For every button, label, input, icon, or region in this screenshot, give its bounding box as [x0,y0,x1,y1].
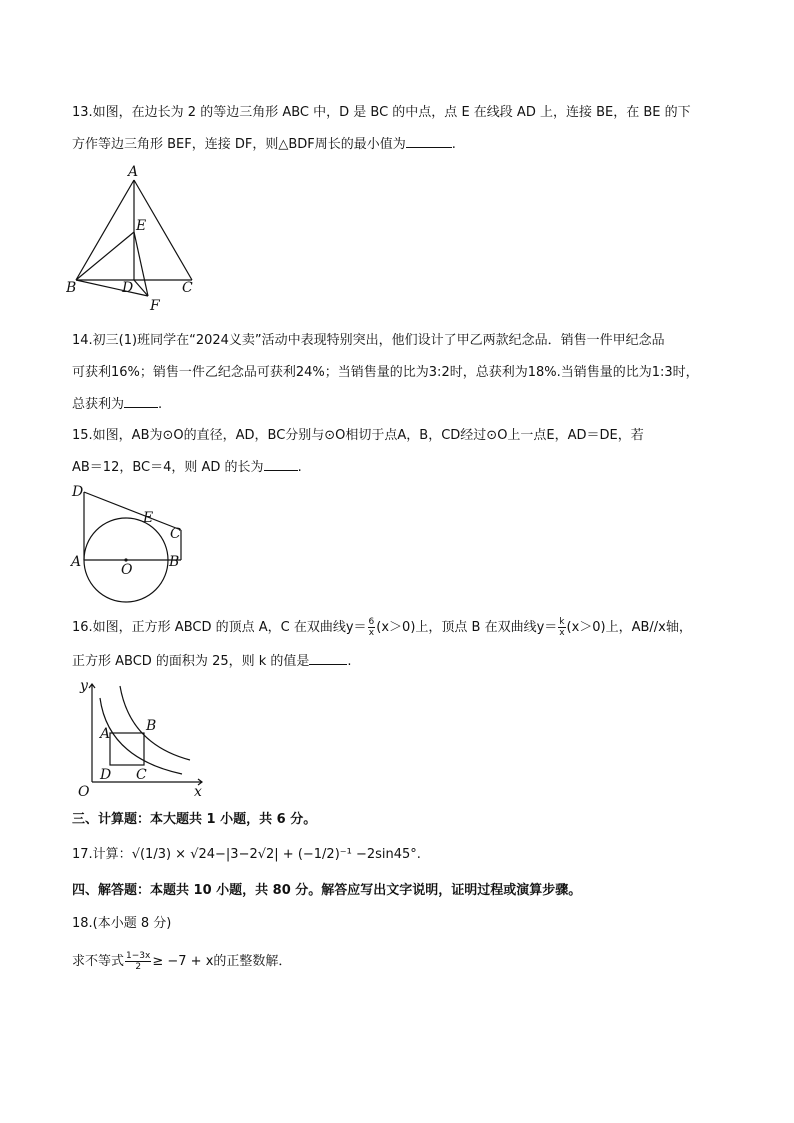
q16-figure [72,678,212,803]
q17-expression: √(1/3) × √24−|3−2√2| + (−1/2)⁻¹ −2sin45°. [131,847,421,862]
q13-line2: 方作等边三角形 BEF，连接 DF，则△BDF周长的最小值为 . [72,137,456,152]
label-y: y [80,678,88,694]
q13-line2-text: 方作等边三角形 BEF，连接 DF，则△BDF周长的最小值为 [72,137,406,152]
q18-prefix: 求不等式 [72,954,125,969]
label-E: E [136,218,147,234]
label-O: O [78,784,90,800]
q15-line2-text: AB＝12，BC＝4，则 AD 的长为 [72,460,264,475]
label-B: B [66,280,77,296]
q16-line2-text: 正方形 ABCD 的面积为 25，则 k 的值是 [72,654,310,669]
label-C: C [182,280,193,296]
label-A: A [128,164,139,180]
q18-title: 18.(本小题 8 分) [72,916,172,931]
q15-line1: 15.如图，AB为⊙O的直径，AD，BC分别与⊙O相切于点A，B，CD经过⊙O上一点E，AD＝DE，若 [72,428,644,443]
q18-frac-den: 2 [135,962,142,972]
q14-line3-text: 总获利为 [72,397,125,412]
fraction-6-over-x [368,617,376,638]
q14-line3: 总获利为 . [72,397,163,412]
section-3-heading: 三、计算题：本大题共 1 小题，共 6 分。 [72,812,317,827]
q14-line2: 可获利16%；销售一件乙纪念品可获利24%；当销售量的比为3:2时，总获利为18%.当销售量的比为1:3时， [72,365,699,380]
label-D: D [72,484,84,500]
frac1-den: x [368,628,375,638]
q16-line1-a: 16.如图，正方形 ABCD 的顶点 A，C 在双曲线y＝ [72,620,367,635]
label-D: D [100,767,112,783]
label-B: B [146,718,157,734]
frac2-den: x [559,628,565,638]
label-C: C [170,526,181,542]
q18-line [72,951,291,972]
label-O: O [121,562,133,578]
q18-suffix: ≥ −7 + x的正整数解． [152,954,292,969]
q14-line1: 14.初三(1)班同学在“2024义卖”活动中表现特别突出，他们设计了甲乙两款纪念品．销售一件甲纪念品 [72,333,665,348]
label-A: A [71,554,82,570]
fraction-k-over-x [558,617,565,638]
answer-blank [309,652,347,665]
answer-blank [406,135,452,148]
q15-figure [66,482,196,607]
q17-line [72,846,421,864]
q13-figure [66,162,206,312]
label-x: x [194,784,202,800]
label-B: B [169,554,180,570]
q16-line1 [72,617,692,638]
frac2-num: k [559,617,565,627]
q13-line1: 13.如图，在边长为 2 的等边三角形 ABC 中，D 是 BC 的中点，点 E 在线段 AD 上，连接 BE，在 BE 的下 [72,105,691,120]
q15-line2: AB＝12，BC＝4，则 AD 的长为 . [72,460,302,475]
q18-frac-num: 1−3x [126,951,151,961]
label-A: A [100,726,111,742]
fraction-1-3x-over-2 [125,951,151,972]
q17-prefix: 17.计算： [72,847,132,862]
section-4-heading: 四、解答题：本题共 10 小题，共 80 分。解答应写出文字说明，证明过程或演算步骤。 [72,883,582,898]
q16-line2: 正方形 ABCD 的面积为 25，则 k 的值是 . [72,654,352,669]
answer-blank [264,458,298,471]
label-F: F [150,298,160,312]
label-E: E [143,510,154,526]
frac1-num: 6 [368,617,375,627]
label-C: C [136,767,147,783]
q16-line1-b: (x＞0)上，顶点 B 在双曲线y＝ [376,620,558,635]
answer-blank [124,395,158,408]
label-D: D [122,280,134,296]
q16-line1-c: (x＞0)上，AB//x轴， [566,620,692,635]
